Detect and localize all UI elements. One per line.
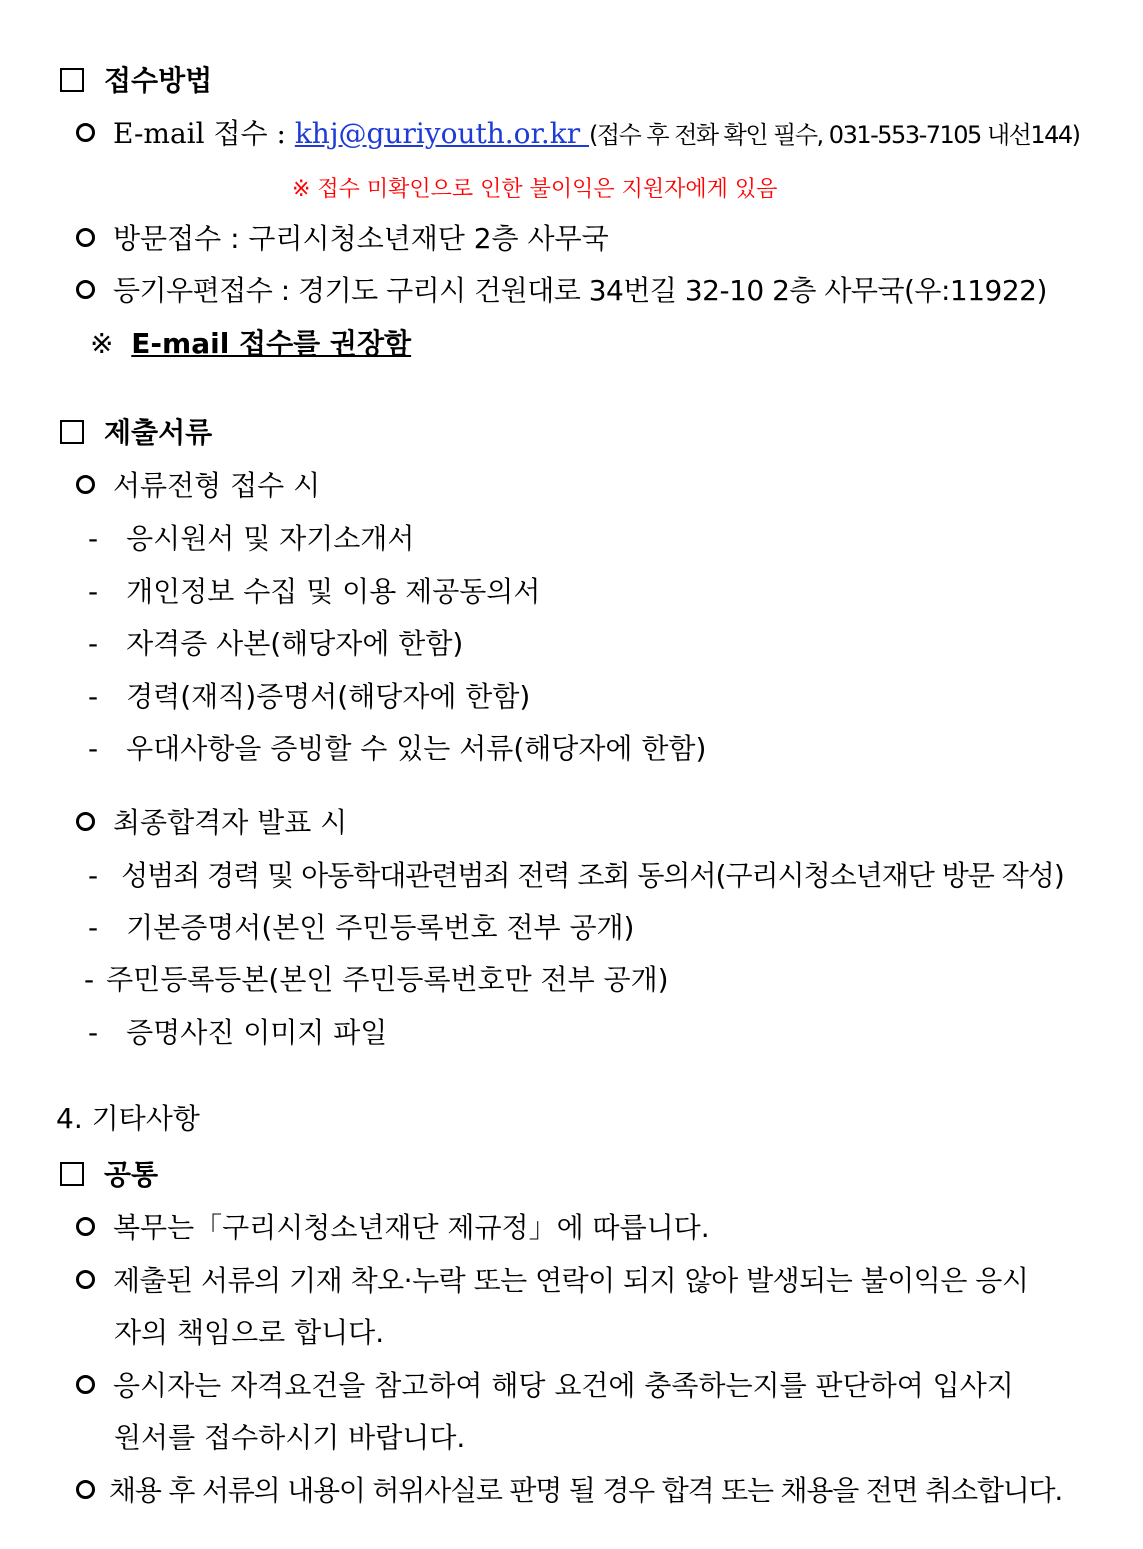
email-note: (접수 후 전화 확인 필수, 031-553-7105 내선144) — [589, 121, 1080, 149]
list-item: - 자격증 사본(해당자에 한함) — [88, 627, 464, 660]
mail-receipt-line: 등기우편접수 : 경기도 구리시 건원대로 34번길 32-10 2층 사무국(우:11922) — [76, 273, 1047, 309]
circle-bullet-icon — [76, 1375, 95, 1394]
recommend-text: E-mail 접수를 권장함 — [131, 327, 412, 360]
common-item: 복무는「구리시청소년재단 제규정」에 따릅니다. — [76, 1210, 710, 1246]
circle-bullet-icon — [76, 1217, 95, 1236]
stage2-title: 최종합격자 발표 시 — [76, 805, 347, 841]
list-item: - 증명사진 이미지 파일 — [88, 1016, 388, 1049]
square-bullet-icon — [60, 420, 84, 444]
circle-bullet-icon — [76, 123, 95, 142]
common-item-continued: 자의 책임으로 합니다. — [114, 1316, 385, 1349]
circle-bullet-icon — [76, 1480, 95, 1499]
email-warning: ※ 접수 미확인으로 인한 불이익은 지원자에게 있음 — [292, 177, 778, 202]
circle-bullet-icon — [76, 475, 95, 494]
email-receipt-line: E-mail 접수 : khj@guriyouth.or.kr (접수 후 전화 확인 필수, 031-553-7105 내선144) — [76, 116, 1080, 153]
section4-title: 4. 기타사항 — [56, 1102, 200, 1135]
list-item: - 우대사항을 증빙할 수 있는 서류(해당자에 한함) — [88, 732, 707, 765]
list-item: - 개인정보 수집 및 이용 제공동의서 — [88, 575, 541, 608]
common-heading: 공통 — [60, 1157, 158, 1193]
common-item-continued: 원서를 접수하시기 바랍니다. — [114, 1421, 466, 1454]
stage1-title: 서류전형 접수 시 — [76, 468, 320, 504]
email-link[interactable]: khj@guriyouth.or.kr — [294, 117, 590, 150]
circle-bullet-icon — [76, 280, 95, 299]
visit-receipt-line: 방문접수 : 구리시청소년재단 2층 사무국 — [76, 221, 609, 257]
square-bullet-icon — [60, 68, 84, 92]
list-item: - 기본증명서(본인 주민등록번호 전부 공개) — [88, 911, 635, 944]
list-item: - 경력(재직)증명서(해당자에 한함) — [88, 680, 531, 713]
square-bullet-icon — [60, 1162, 84, 1186]
circle-bullet-icon — [76, 812, 95, 831]
receipt-heading: 접수방법 — [60, 63, 212, 99]
documents-heading: 제출서류 — [60, 415, 212, 451]
list-item: - 주민등록등본(본인 주민등록번호만 전부 공개) — [84, 963, 669, 996]
circle-bullet-icon — [76, 228, 95, 247]
common-item: 채용 후 서류의 내용이 허위사실로 판명 될 경우 합격 또는 채용을 전면 취소합니다. — [76, 1473, 1062, 1509]
list-item: - 응시원서 및 자기소개서 — [88, 522, 415, 555]
common-item: 응시자는 자격요건을 참고하여 해당 요건에 충족하는지를 판단하여 입사지 — [76, 1368, 1014, 1404]
circle-bullet-icon — [76, 1270, 95, 1289]
list-item: - 성범죄 경력 및 아동학대관련범죄 전력 조회 동의서(구리시청소년재단 방문 작성) — [88, 859, 1064, 892]
common-item: 제출된 서류의 기재 착오·누락 또는 연락이 되지 않아 발생되는 불이익은 응시 — [76, 1263, 1028, 1299]
recommend-line: ※ E-mail 접수를 권장함 — [90, 327, 412, 360]
